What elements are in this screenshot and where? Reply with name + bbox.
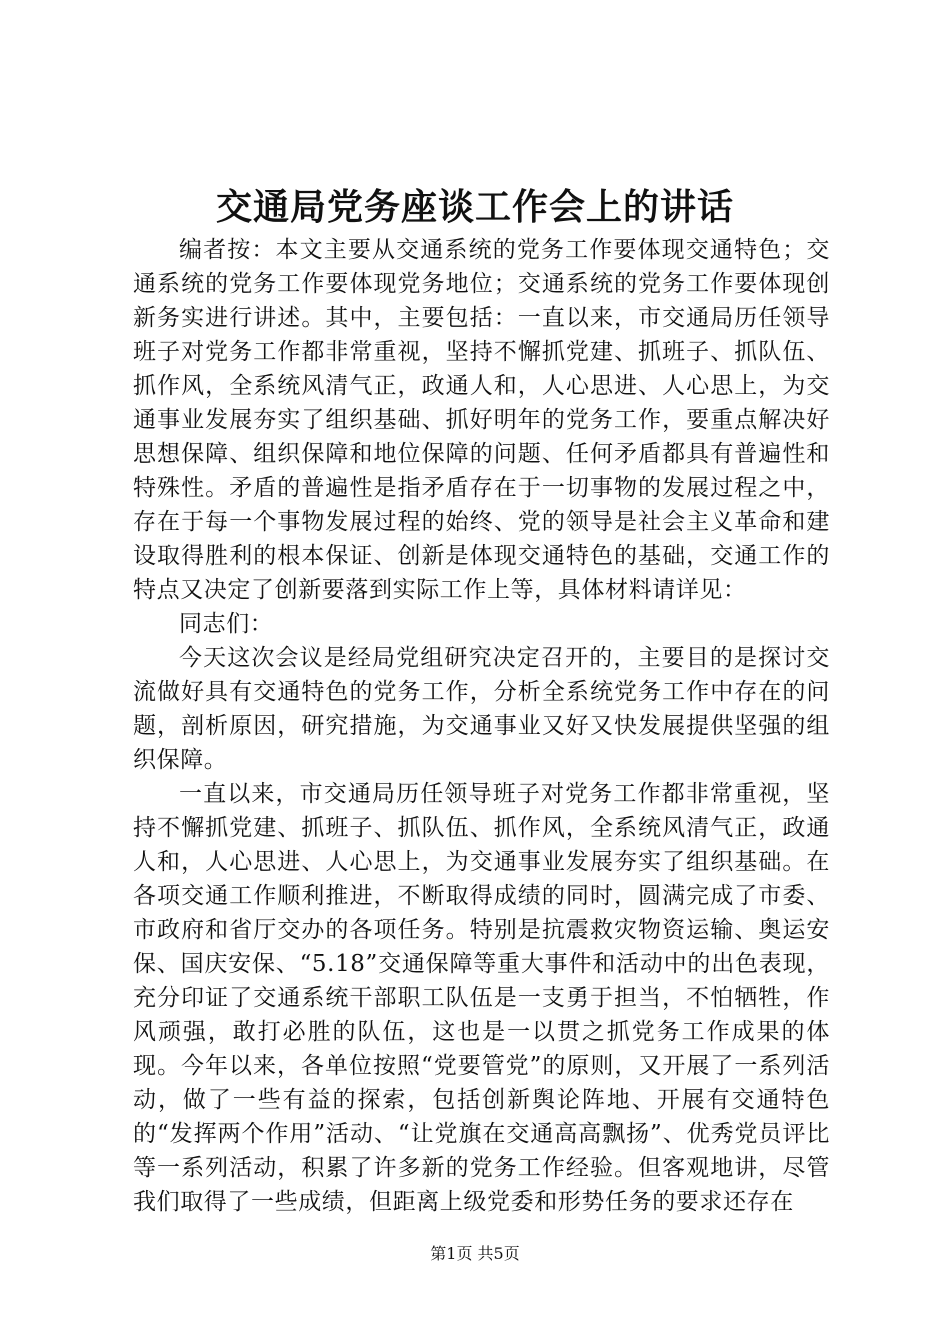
- document-body: [133, 233, 830, 1219]
- body-paragraph: 一直以来，市交通局历任领导班子对党务工作都非常重视，坚持不懈抓党建、抓班子、抓队伍、抓作风，全系统风清气正，政通人和，人心思进、人心思上，为交通事业发展夯实了组织基础。在各项交通工作顺利推进，不断取得成绩的同时，圆满完成了市委、市政府和省厅交办的各项任务。特别是抗震救灾物资运输、奥运安保、国庆安保、“5.18”交通保障等重大事件和活动中的出色表现，充分印证了交通系统干部职工队伍是一支勇于担当，不怕牺牲，作风顽强，敢打必胜的队伍，这也是一以贯之抓党务工作成果的体现。今年以来，各单位按照“党要管党”的原则，又开展了一系列活动，做了一些有益的探索，包括创新舆论阵地、开展有交通特色的“发挥两个作用”活动、“让党旗在交通高高飘扬”、优秀党员评比等一系列活动，积累了许多新的党务工作经验。但客观地讲，尽管我们取得了一些成绩，但距离上级党委和形势任务的要求还存在: [133, 781, 830, 1215]
- salutation-paragraph: 同志们：: [179, 611, 274, 637]
- editor-note-paragraph: 编者按：本文主要从交通系统的党务工作要体现交通特色；交通系统的党务工作要体现党务地位；交通系统的党务工作要体现创新务实进行讲述。其中，主要包括：一直以来，市交通局历任领导班子对党务工作都非常重视，坚持不懈抓党建、抓班子、抓队伍、抓作风，全系统风清气正，政通人和，人心思进、人心思上，为交通事业发展夯实了组织基础、抓好明年的党务工作，要重点解决好思想保障、组织保障和地位保障的问题、任何矛盾都具有普遍性和特殊性。矛盾的普遍性是指矛盾存在于一切事物的发展过程之中，存在于每一个事物发展过程的始终、党的领导是社会主义革命和建设取得胜利的根本保证、创新是体现交通特色的基础，交通工作的特点又决定了创新要落到实际工作上等，具体材料请详见：: [133, 237, 830, 603]
- document-title: 交通局党务座谈工作会上的讲话: [215, 187, 734, 228]
- page-number-footer: 第1页 共5页: [430, 1244, 520, 1263]
- body-paragraph: 今天这次会议是经局党组研究决定召开的，主要目的是探讨交流做好具有交通特色的党务工作，分析全系统党务工作中存在的问题，剖析原因，研究措施，为交通事业又好又快发展提供坚强的组织保障。: [133, 645, 830, 773]
